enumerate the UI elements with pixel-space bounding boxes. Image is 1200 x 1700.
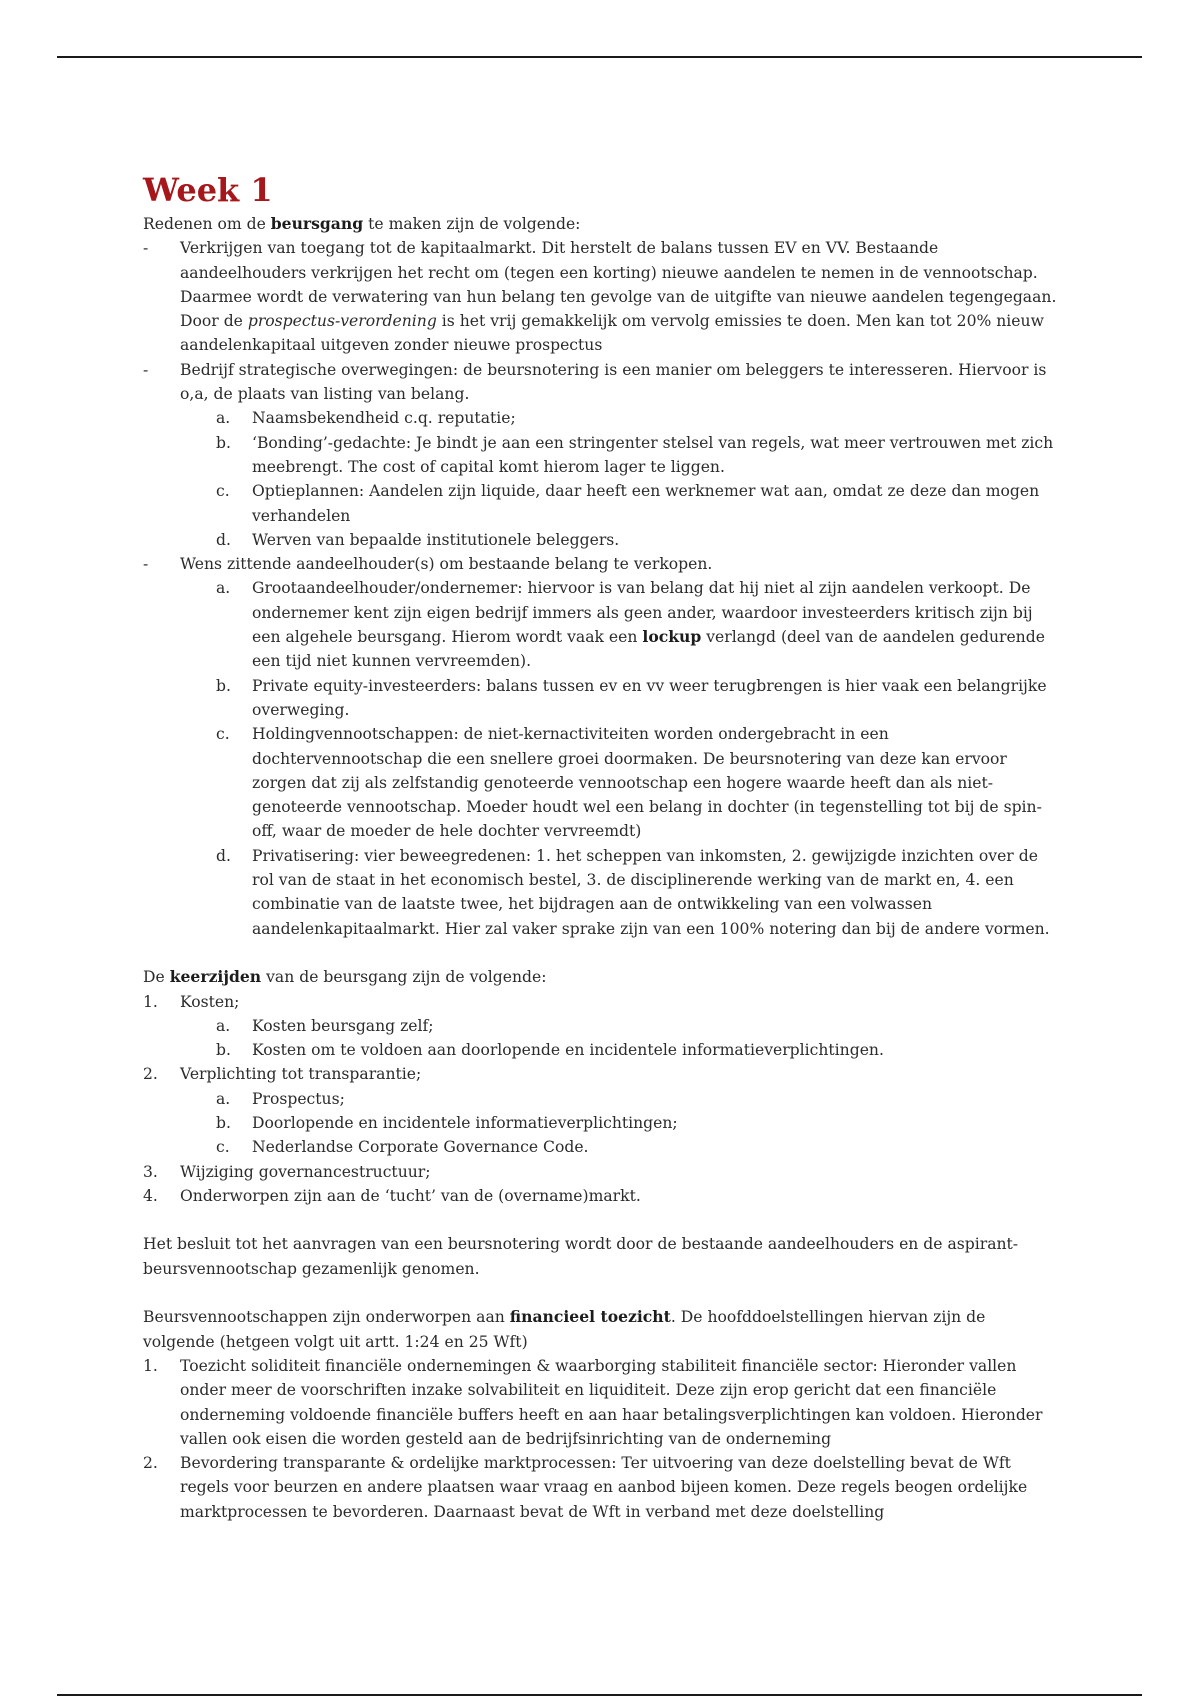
numbered-item: 2. Bevordering transparante & ordelijke marktprocessen: Ter uitvoering van deze doelstelling bevat de Wft regels voor beurzen en andere plaatsen waar vraag en aanbod bijeen komen. Deze regels beogen ordelijke marktprocessen te bevorderen. Daarnaast bevat de Wft in verband met deze doelstelling — [143, 1451, 1058, 1524]
bullet-marker: - — [143, 360, 149, 379]
page-title: Week 1 — [143, 171, 273, 209]
sub-list-item: a. Kosten beursgang zelf; — [143, 1014, 1058, 1038]
sub-list-item: c. Optieplannen: Aandelen zijn liquide, daar heeft een werknemer wat aan, omdat ze deze dan mogen verhandelen — [143, 479, 1058, 528]
number-marker: 4. — [143, 1186, 158, 1205]
sub-marker: b. — [216, 1041, 231, 1060]
sub-list-item: d. Privatisering: vier beweegredenen: 1. het scheppen van inkomsten, 2. gewijzigde inzichten over de rol van de staat in het economisch bestel, 3. de disciplinerende werking van de markt en, 4. een combinatie van de laatste twee, het bijdragen aan de ontwikkeling van een volwassen aandelenkapitaalmarkt. Hier zal vaker sprake zijn van een 100% notering dan bij de andere vormen. — [143, 844, 1058, 941]
sub-marker: b. — [216, 1113, 231, 1132]
sub-marker: a. — [216, 1016, 231, 1035]
sub-list-item: a. Naamsbekendheid c.q. reputatie; — [143, 406, 1058, 430]
number-marker: 2. — [143, 1454, 158, 1473]
spacer — [143, 1208, 1058, 1232]
sub-list-item: c. Nederlandse Corporate Governance Code. — [143, 1135, 1058, 1159]
term-financieel-toezicht: financieel toezicht — [509, 1307, 671, 1327]
term-lockup: lockup — [642, 627, 702, 647]
numbered-item: 3. Wijziging governancestructuur; — [143, 1160, 1058, 1184]
reason-text: Bedrijf strategische overwegingen: de beursnotering is een manier om beleggers te interesseren. Hiervoor is o,a, de plaats van listing van belang. — [180, 360, 1047, 404]
bullet-marker: - — [143, 555, 149, 574]
reason-item — [143, 358, 1058, 407]
sub-marker: d. — [216, 846, 231, 865]
sub-marker: a. — [216, 1089, 231, 1108]
number-marker: 3. — [143, 1162, 158, 1181]
reasons-intro: Redenen om de beursgang te maken zijn de volgende: — [143, 214, 581, 233]
numbered-item: 4. Onderworpen zijn aan de ‘tucht’ van de (overname)markt. — [143, 1184, 1058, 1208]
sub-marker: c. — [216, 725, 230, 744]
number-marker: 1. — [143, 1356, 158, 1375]
numbered-item: 2. Verplichting tot transparantie; — [143, 1062, 1058, 1086]
reason-subparagraph: Door de prospectus-verordening is het vrij gemakkelijk om vervolg emissies te doen. Men kan tot 20% nieuw aandelenkapitaal uitgeven zonder nieuwe prospectus — [180, 312, 1044, 355]
numbered-item: 1. Kosten; — [143, 990, 1058, 1014]
decision-paragraph: Het besluit tot het aanvragen van een beursnotering wordt door de bestaande aandeelhouders en de aspirant-beursvennootschap gezamenlijk genomen. — [143, 1235, 1019, 1278]
header-rule — [57, 56, 1142, 58]
footer-rule — [57, 1694, 1142, 1696]
sub-marker: a. — [216, 409, 231, 428]
sub-list-item: a. Grootaandeelhouder/ondernemer: hiervoor is van belang dat hij niet al zijn aandelen verkoopt. De ondernemer kent zijn eigen bedrijf immers als geen ander, waardoor investeerders kritisch zijn bij een algehele beursgang. Hierom wordt vaak een lockup verlangd (deel van de aandelen gedurende een tijd niet kunnen vervreemden). — [143, 576, 1058, 673]
spacer — [143, 941, 1058, 965]
sub-marker: c. — [216, 1138, 230, 1157]
sub-list-item: c. Holdingvennootschappen: de niet-kernactiviteiten worden ondergebracht in een dochtervennootschap die een snellere groei doormaken. De beursnotering van deze kan ervoor zorgen dat zij als zelfstandig genoteerde vennootschap een hogere waarde heeft dan als niet-genoteerde vennootschap. Moeder houdt wel een belang in dochter (in tegenstelling tot bij de spin-off, waar de moeder de hele dochter vervreemdt) — [143, 722, 1058, 843]
bullet-marker: - — [143, 239, 149, 258]
reason-item — [143, 552, 1058, 576]
sub-list-item: b. Private equity-investeerders: balans tussen ev en vv weer terugbrengen is hier vaak een belangrijke overweging. — [143, 674, 1058, 723]
sub-marker: b. — [216, 433, 231, 452]
sub-marker: a. — [216, 579, 231, 598]
term-prospectus-verordening: prospectus-verordening — [247, 312, 437, 331]
term-beursgang: beursgang — [270, 214, 364, 233]
sub-list-item: b. Doorlopende en incidentele informatieverplichtingen; — [143, 1111, 1058, 1135]
sub-marker: c. — [216, 482, 230, 501]
reason-text: Wens zittende aandeelhouder(s) om bestaande belang te verkopen. — [180, 555, 713, 574]
downsides-intro: De keerzijden van de beursgang zijn de volgende: — [143, 967, 547, 987]
reason-item — [143, 236, 1058, 357]
number-marker: 2. — [143, 1065, 158, 1084]
sub-list-item: b. ‘Bonding’-gedachte: Je bindt je aan een stringenter stelsel van regels, wat meer vertrouwen met zich meebrengt. The cost of capital komt hierom lager te liggen. — [143, 431, 1058, 480]
term-keerzijden: keerzijden — [169, 967, 262, 987]
spacer — [143, 1281, 1058, 1305]
document-page — [143, 168, 1058, 1524]
number-marker: 1. — [143, 992, 158, 1011]
sub-marker: d. — [216, 530, 231, 549]
reason-text: Verkrijgen van toegang tot de kapitaalmarkt. Dit herstelt de balans tussen EV en VV. Bestaande aandeelhouders verkrijgen het recht om (tegen een korting) nieuwe aandelen te nemen in de vennootschap. Daarmee wordt de verwatering van hun belang ten gevolge van de uitgifte van nieuwe aandelen tegengegaan. — [180, 239, 1057, 306]
sub-marker: b. — [216, 676, 231, 695]
sub-list-item: a. Prospectus; — [143, 1087, 1058, 1111]
sub-list-item: b. Kosten om te voldoen aan doorlopende en incidentele informatieverplichtingen. — [143, 1038, 1058, 1062]
supervision-intro: Beursvennootschappen zijn onderworpen aan financieel toezicht. De hoofddoelstellingen hiervan zijn de volgende (hetgeen volgt uit artt. 1:24 en 25 Wft) — [143, 1307, 986, 1351]
numbered-item: 1. Toezicht soliditeit financiële ondernemingen & waarborging stabiliteit financiële sector: Hieronder vallen onder meer de voorschriften inzake solvabiliteit en liquiditeit. Deze zijn erop gericht dat een financiële onderneming voldoende financiële buffers heeft en aan haar betalingsverplichtingen kan voldoen. Hieronder vallen ook eisen die worden gesteld aan de bedrijfsinrichting van de onderneming — [143, 1354, 1058, 1451]
sub-list-item: d. Werven van bepaalde institutionele beleggers. — [143, 528, 1058, 552]
